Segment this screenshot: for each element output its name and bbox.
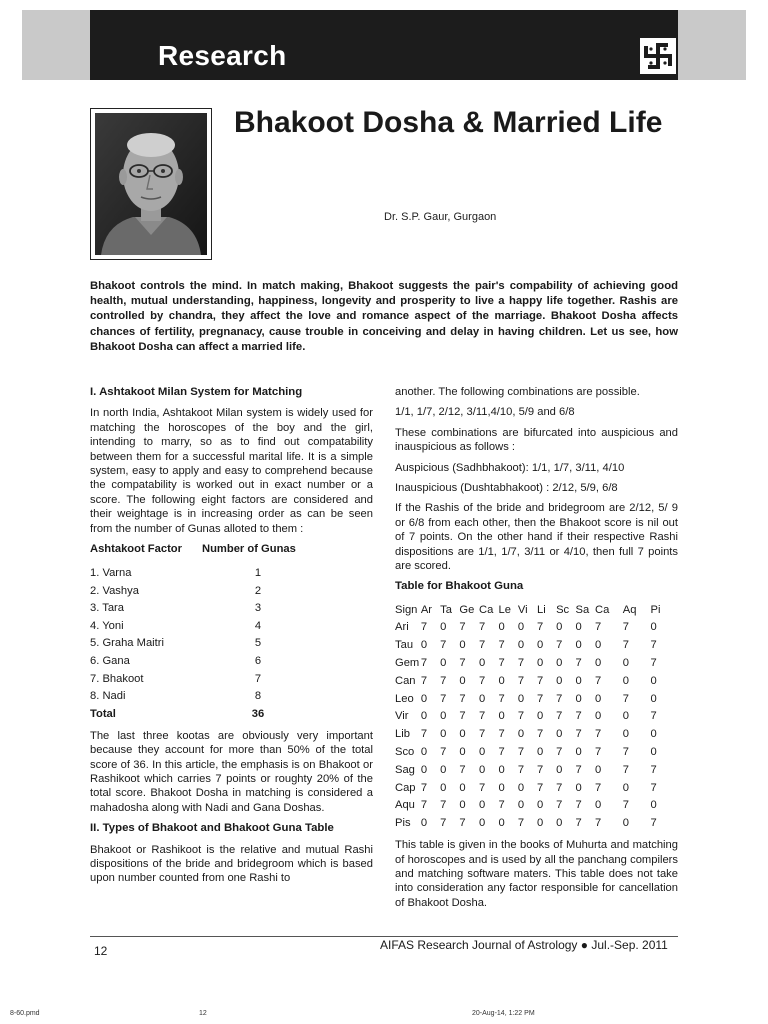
article-title: Bhakoot Dosha & Married Life (234, 106, 663, 139)
guna-value-cell: 7 (498, 799, 505, 812)
guna-value-cell: 7 (420, 781, 428, 794)
guna-value-cell: 0 (650, 799, 657, 812)
factor-points: 8 (254, 690, 262, 703)
factor-points: 7 (254, 672, 262, 685)
guna-value-cell: 7 (575, 799, 582, 812)
sign-cell: Gem (395, 656, 420, 669)
guna-value-cell: 0 (517, 621, 525, 634)
sign-cell: Pis (395, 817, 411, 830)
factor-column-header: Ashtakoot Factor (90, 543, 182, 556)
guna-value-cell: 0 (537, 745, 544, 758)
guna-value-cell: 0 (594, 763, 602, 776)
table-row (395, 672, 678, 690)
guna-value-cell: 7 (537, 781, 544, 794)
table-row (395, 654, 678, 672)
guna-value-cell: 7 (459, 692, 466, 705)
guna-value-cell: 0 (650, 621, 657, 634)
factor-name: 2. Vashya (90, 584, 139, 597)
guna-value-cell: 7 (650, 763, 657, 776)
guna-value-cell: 7 (479, 728, 486, 741)
guna-value-cell: 7 (440, 745, 447, 758)
guna-value-cell: 0 (537, 656, 544, 669)
guna-value-cell: 7 (479, 674, 486, 687)
guna-value-cell: 7 (498, 639, 505, 652)
factor-row (90, 600, 373, 618)
guna-value-cell: 7 (594, 817, 602, 830)
paragraph-auspicious: Auspicious (Sadhbhakoot): 1/1, 1/7, 3/11, 4/10 (395, 461, 625, 474)
guna-value-cell: 7 (440, 674, 447, 687)
guna-value-cell: 7 (517, 763, 525, 776)
guna-value-cell: 7 (440, 639, 447, 652)
guna-value-cell: 7 (440, 692, 447, 705)
guna-value-cell: 0 (575, 621, 582, 634)
guna-value-cell: 7 (537, 763, 544, 776)
guna-value-cell: 0 (459, 745, 466, 758)
guna-value-cell: 0 (459, 674, 466, 687)
guna-value-cell: 0 (420, 817, 428, 830)
guna-value-cell: 7 (556, 781, 563, 794)
guna-value-cell: 7 (556, 710, 563, 723)
guna-value-cell: 0 (537, 817, 544, 830)
guna-value-cell: 0 (440, 710, 447, 723)
factor-row (90, 582, 373, 600)
guna-value-cell: 0 (517, 799, 525, 812)
print-page-number: 12 (199, 1010, 207, 1017)
factor-row (90, 670, 373, 688)
guna-value-cell: 0 (650, 745, 657, 758)
guna-value-cell: 0 (479, 763, 486, 776)
table-header-cell: Sa (575, 603, 590, 616)
footer-rule (90, 936, 678, 937)
table-header-cell: Li (537, 603, 546, 616)
guna-value-cell: 0 (594, 799, 602, 812)
guna-value-cell: 0 (622, 728, 629, 741)
guna-value-cell: 7 (517, 674, 525, 687)
guna-value-cell: 0 (498, 763, 505, 776)
guna-value-cell: 7 (622, 621, 629, 634)
guna-value-cell: 7 (498, 692, 505, 705)
guna-value-cell: 0 (575, 745, 582, 758)
guna-value-cell: 7 (556, 639, 563, 652)
factor-table-header (90, 542, 373, 556)
table-header-cell: Ta (440, 603, 452, 616)
table-header-cell: Pi (650, 603, 661, 616)
guna-value-cell: 0 (650, 728, 657, 741)
guna-value-cell: 0 (622, 674, 629, 687)
guna-value-cell: 7 (459, 710, 466, 723)
guna-value-cell: 0 (479, 692, 486, 705)
table-row (395, 814, 678, 832)
guna-value-cell: 0 (537, 710, 544, 723)
paragraph-bifurcation: These combinations are bifurcated into auspicious and inauspicious as follows : (395, 426, 678, 454)
factor-row (90, 564, 373, 582)
guna-value-cell: 7 (479, 639, 486, 652)
factor-row (90, 617, 373, 635)
guna-value-cell: 7 (622, 692, 629, 705)
guna-value-cell: 7 (440, 817, 447, 830)
guna-value-cell: 0 (459, 799, 466, 812)
sign-cell: Vir (395, 710, 409, 723)
guna-value-cell: 0 (575, 692, 582, 705)
table-header-cell: Aq (622, 603, 637, 616)
factor-row (90, 652, 373, 670)
guna-value-cell: 7 (537, 728, 544, 741)
guna-value-cell: 0 (594, 639, 602, 652)
print-timestamp: 20-Aug-14, 1:22 PM (472, 1010, 535, 1017)
left-column (90, 385, 373, 892)
guna-value-cell: 7 (517, 656, 525, 669)
guna-value-cell: 7 (622, 745, 629, 758)
guna-value-cell: 7 (650, 639, 657, 652)
guna-value-cell: 0 (537, 799, 544, 812)
factor-name: 3. Tara (90, 602, 124, 615)
guna-value-cell: 0 (459, 781, 466, 794)
sign-cell: Cap (395, 781, 416, 794)
paragraph-rashikoot: Bhakoot or Rashikoot is the relative and mutual Rashi dispositions of the bride and bridegroom which is based upon number counted from one Rashi to (90, 843, 373, 885)
guna-value-cell: 0 (517, 692, 525, 705)
guna-value-cell: 0 (479, 799, 486, 812)
guna-value-cell: 0 (650, 674, 657, 687)
author-byline: Dr. S.P. Gaur, Gurgaon (384, 211, 497, 223)
guna-value-cell: 0 (575, 674, 582, 687)
guna-value-cell: 7 (622, 639, 629, 652)
guna-value-cell: 7 (479, 621, 486, 634)
guna-value-cell: 7 (420, 621, 428, 634)
factor-list (90, 564, 373, 722)
guna-value-cell: 0 (440, 621, 447, 634)
sign-cell: Aqu (395, 799, 415, 812)
guna-value-cell: 7 (459, 621, 466, 634)
total-label: Total (90, 707, 116, 720)
table-row (395, 779, 678, 797)
guna-value-cell: 0 (556, 728, 563, 741)
guna-value-cell: 7 (440, 799, 447, 812)
guna-value-cell: 7 (556, 692, 563, 705)
guna-value-cell: 7 (537, 692, 544, 705)
guna-value-cell: 7 (537, 621, 544, 634)
bhakoot-guna-table (395, 601, 678, 832)
table-row (395, 636, 678, 654)
guna-value-cell: 7 (420, 656, 428, 669)
paragraph-table-note: This table is given in the books of Muhurta and matching of horoscopes and is used by all the panchang compilers and matching software maters. This table does not take into consideration any factor responsible for cancellation of Bhakoot Dosha. (395, 839, 678, 909)
table-header-cell: Sc (556, 603, 570, 616)
paragraph-combinations-list: 1/1, 1/7, 2/12, 3/11,4/10, 5/9 and 6/8 (395, 406, 575, 419)
table-header-cell: Le (498, 603, 511, 616)
factor-points: 2 (254, 584, 262, 597)
table-header-cell: Ca (594, 603, 610, 616)
abstract: Bhakoot controls the mind. In match making, Bhakoot suggests the pair's compability of achieving good health, mutual understanding, happiness, longevity and prosperity to live a happy life together. Rashis are controlled by chandra, they affect the love and romance aspect of the marriage. Bhakoot Dosha affects chances of fertility, pregnanacy, cause trouble in conceiving and delay in having children. Let us see, how Bhakoot Dosha can affect a married life. (90, 280, 678, 353)
table-row (395, 708, 678, 726)
paragraph-ashtakoot-intro: In north India, Ashtakoot Milan system is widely used for matching the horoscopes of the boy and the girl, intending to marry, so as to find out compatability between them for a successful marital life. It is a simple system, easy to apply and easy to comprehend because the compatability is worked out in exact number or a score. The following eight factors are considered and their weightage is in increasing order as can be seen from the number of Gunas alloted to them : (90, 407, 373, 535)
guna-value-cell: 0 (420, 763, 428, 776)
guna-value-cell: 0 (498, 621, 505, 634)
factor-points: 1 (254, 567, 262, 580)
guna-value-cell: 7 (420, 799, 428, 812)
factor-name: 8. Nadi (90, 690, 126, 703)
guna-value-cell: 7 (517, 745, 525, 758)
guna-value-cell: 0 (594, 692, 602, 705)
guna-value-cell: 0 (459, 728, 466, 741)
sign-cell: Lib (395, 728, 410, 741)
journal-footer: AIFAS Research Journal of Astrology ● Jul.-Sep. 2011 (380, 938, 668, 952)
factor-name: 7. Bhakoot (90, 672, 144, 685)
guna-value-cell: 7 (498, 656, 505, 669)
right-column (395, 385, 678, 916)
guna-value-cell: 7 (575, 817, 582, 830)
factor-name: 1. Varna (90, 567, 132, 580)
guna-value-cell: 0 (440, 728, 447, 741)
guna-value-cell: 7 (622, 763, 629, 776)
guna-value-cell: 0 (517, 728, 525, 741)
guna-value-cell: 0 (575, 639, 582, 652)
guna-value-cell: 0 (622, 781, 629, 794)
section-heading-ashtakoot: I. Ashtakoot Milan System for Matching (90, 386, 303, 398)
factor-points: 4 (254, 619, 262, 632)
guna-value-cell: 7 (517, 710, 525, 723)
guna-value-cell: 7 (537, 674, 544, 687)
paragraph-inauspicious: Inauspicious (Dushtabhakoot) : 2/12, 5/9, 6/8 (395, 482, 618, 495)
guna-value-cell: 0 (420, 710, 428, 723)
guna-value-cell: 7 (650, 656, 657, 669)
guna-value-cell: 0 (479, 745, 486, 758)
guna-value-cell: 7 (594, 728, 602, 741)
guna-value-cell: 0 (440, 781, 447, 794)
guna-value-cell: 7 (594, 621, 602, 634)
table-header-cell: Ca (479, 603, 494, 616)
guna-value-cell: 0 (420, 639, 428, 652)
total-value: 36 (251, 707, 265, 720)
guna-value-cell: 0 (594, 656, 602, 669)
guna-value-cell: 7 (498, 745, 505, 758)
guna-value-cell: 0 (650, 692, 657, 705)
section-title: Research (158, 40, 287, 71)
factor-points: 6 (254, 655, 262, 668)
table-header-cell: Ge (459, 603, 475, 616)
gunas-column-header: Number of Gunas (202, 543, 296, 556)
table-header-cell: Vi (517, 603, 528, 616)
sign-cell: Sag (395, 763, 415, 776)
guna-value-cell: 0 (420, 692, 428, 705)
table-row (395, 690, 678, 708)
guna-value-cell: 7 (420, 674, 428, 687)
guna-value-cell: 7 (459, 763, 466, 776)
paragraph-score-rule: If the Rashis of the bride and bridegroom are 2/12, 5/ 9 or 6/8 from each other, then the Bhakoot score is nil out of 7 points. On the other hand if their respective Rashi dispositions are 1/1, 1/7, 3/11 or 4/10, then full 7 points are scored. (395, 502, 678, 573)
table-row (395, 797, 678, 815)
guna-value-cell: 7 (650, 781, 657, 794)
factor-name: 6. Gana (90, 655, 130, 668)
guna-value-cell: 0 (537, 639, 544, 652)
paragraph-combinations-intro: another. The following combinations are possible. (395, 386, 640, 398)
guna-value-cell: 7 (420, 728, 428, 741)
guna-value-cell: 7 (650, 817, 657, 830)
guna-value-cell: 7 (556, 745, 563, 758)
guna-value-cell: 0 (498, 674, 505, 687)
guna-value-cell: 0 (556, 621, 563, 634)
sign-cell: Tau (395, 639, 414, 652)
factor-row (90, 688, 373, 706)
table-row (395, 619, 678, 637)
paragraph-kootas-importance: The last three kootas are obviously very important because they account for more than 50% of the total score of 36. In this article, the emphasis is on Bhakoot or Rashikoot which carries 7 points or roughty 20% of the total score. Bhakoot Dosha in matching is considered a mahadosha along with Nadi and Gana Doshas. (90, 729, 373, 814)
guna-value-cell: 0 (420, 745, 428, 758)
guna-value-cell: 7 (459, 656, 466, 669)
print-file-name: 8-60.pmd (10, 1010, 40, 1017)
guna-value-cell: 0 (575, 781, 582, 794)
guna-value-cell: 0 (622, 710, 629, 723)
table-row (395, 761, 678, 779)
author-photo (90, 108, 212, 260)
guna-value-cell: 7 (622, 799, 629, 812)
guna-value-cell: 7 (594, 745, 602, 758)
sign-cell: Can (395, 674, 416, 687)
guna-value-cell: 0 (556, 674, 563, 687)
guna-value-cell: 0 (622, 656, 629, 669)
guna-value-cell: 7 (479, 710, 486, 723)
guna-value-cell: 7 (498, 728, 505, 741)
guna-value-cell: 7 (517, 817, 525, 830)
factor-points: 5 (254, 637, 262, 650)
sign-cell: Sco (395, 745, 415, 758)
guna-value-cell: 7 (556, 799, 563, 812)
guna-value-cell: 0 (556, 656, 563, 669)
guna-value-cell: 0 (440, 763, 447, 776)
factor-row (90, 635, 373, 653)
guna-value-cell: 7 (575, 656, 582, 669)
table-header-cell: Sign (395, 603, 418, 616)
factor-total-row (90, 705, 373, 723)
guna-value-cell: 7 (575, 763, 582, 776)
guna-value-cell: 7 (575, 710, 582, 723)
guna-value-cell: 0 (498, 817, 505, 830)
guna-value-cell: 7 (594, 674, 602, 687)
guna-value-cell: 7 (459, 817, 466, 830)
table-heading: Table for Bhakoot Guna (395, 580, 524, 593)
guna-value-cell: 0 (594, 710, 602, 723)
guna-value-cell: 0 (459, 639, 466, 652)
guna-value-cell: 0 (498, 710, 505, 723)
guna-value-cell: 0 (517, 781, 525, 794)
guna-value-cell: 0 (622, 817, 629, 830)
page-number: 12 (94, 944, 108, 958)
guna-value-cell: 7 (479, 781, 486, 794)
sign-cell: Leo (395, 692, 414, 705)
guna-value-cell: 7 (575, 728, 582, 741)
table-header-row (395, 601, 678, 619)
table-row (395, 743, 678, 761)
guna-value-cell: 7 (650, 710, 657, 723)
guna-value-cell: 0 (479, 656, 486, 669)
guna-value-cell: 0 (440, 656, 447, 669)
factor-points: 3 (254, 602, 262, 615)
guna-value-cell: 7 (594, 781, 602, 794)
factor-name: 5. Graha Maitri (90, 637, 164, 650)
factor-name: 4. Yoni (90, 619, 124, 632)
table-header-cell: Ar (420, 603, 433, 616)
guna-value-cell: 0 (479, 817, 486, 830)
table-row (395, 725, 678, 743)
guna-value-cell: 0 (556, 817, 563, 830)
swastika-logo-icon (640, 38, 676, 74)
sign-cell: Ari (395, 621, 409, 634)
guna-value-cell: 0 (498, 781, 505, 794)
guna-value-cell: 0 (517, 639, 525, 652)
section-heading-bhakoot-types: II. Types of Bhakoot and Bhakoot Guna Table (90, 822, 334, 835)
guna-value-cell: 0 (556, 763, 563, 776)
